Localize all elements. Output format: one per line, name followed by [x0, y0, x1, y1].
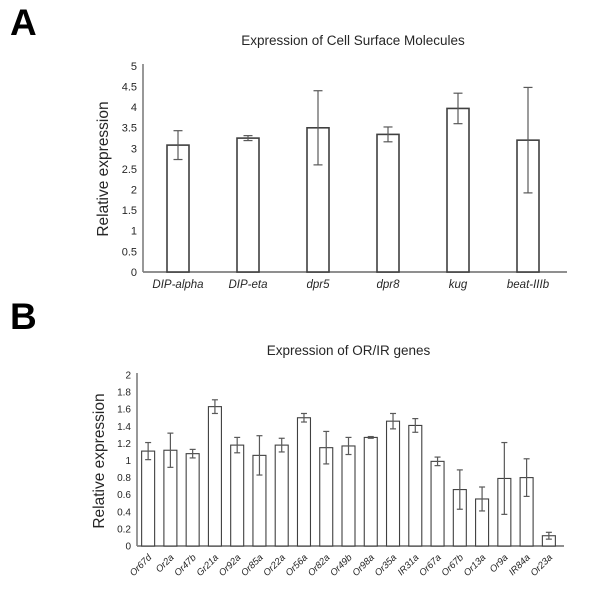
bar	[237, 138, 259, 272]
y-tick-label: 1	[125, 456, 131, 467]
category-label: Or35a	[372, 552, 400, 579]
y-tick-label: 0.2	[117, 524, 131, 536]
y-tick-label: 2	[125, 370, 131, 382]
category-label: Or23a	[528, 552, 555, 579]
category-label: Or92a	[216, 552, 244, 579]
category-label: Or67b	[439, 552, 466, 579]
category-label: IR31a	[395, 552, 422, 579]
category-label: Or9a	[487, 552, 511, 576]
panel-b-label: B	[10, 296, 37, 337]
bar	[342, 446, 355, 546]
y-tick-label: 1	[130, 225, 137, 238]
bar	[231, 445, 244, 546]
bar	[297, 418, 310, 546]
bars	[142, 407, 556, 546]
bar	[409, 425, 422, 546]
bars	[167, 108, 539, 272]
y-tick-label: 4	[130, 102, 137, 115]
category-label: DIP-eta	[228, 279, 268, 291]
y-tick-label: 0	[125, 541, 131, 553]
y-tick-label: 2.5	[121, 163, 137, 176]
y-tick-label: 3.5	[121, 122, 137, 135]
category-label: Or2a	[153, 552, 177, 576]
chart-a	[122, 61, 567, 291]
bar	[142, 451, 155, 546]
category-label: Gr21a	[194, 552, 222, 579]
chart-b-y-axis-label: Relative expression	[91, 393, 108, 529]
y-tick-label: 1.4	[117, 421, 131, 433]
category-label: dpr8	[376, 279, 400, 291]
category-label: dpr5	[306, 279, 330, 291]
panel-a-label: A	[10, 2, 37, 43]
y-tick-label: 4.5	[121, 81, 137, 94]
category-label: Or49b	[328, 552, 355, 579]
bar	[275, 445, 288, 546]
category-label: Or56a	[283, 552, 311, 579]
bar	[167, 145, 189, 272]
bar	[431, 461, 444, 546]
chart-a-title: Expression of Cell Surface Molecules	[241, 33, 465, 48]
chart-a-y-axis-label: Relative expression	[95, 101, 112, 237]
x-axis-category-labels	[128, 552, 555, 579]
category-label: Or47b	[172, 552, 199, 579]
bar	[447, 108, 469, 272]
bar	[208, 407, 221, 546]
category-label: Or82a	[305, 552, 333, 579]
category-label: Or85a	[239, 552, 266, 579]
y-tick-label: 1.5	[121, 205, 137, 218]
category-label: Or67a	[417, 552, 444, 579]
bar	[364, 437, 377, 546]
bar	[387, 421, 400, 546]
y-tick-label: 0.6	[117, 490, 131, 502]
category-label: Or22a	[261, 552, 288, 579]
chart-b-title: Expression of OR/IR genes	[266, 343, 431, 358]
category-label: DIP-alpha	[152, 279, 204, 291]
category-label: beat-IIIb	[506, 279, 550, 291]
category-label: Or13a	[461, 552, 489, 579]
y-tick-label: 1.8	[117, 387, 131, 399]
y-tick-label: 1.6	[117, 404, 131, 416]
category-label: kug	[448, 279, 468, 291]
bar	[186, 454, 199, 546]
y-tick-label: 0.5	[121, 246, 137, 259]
category-label: IR84a	[507, 552, 533, 579]
bar	[377, 134, 399, 272]
y-tick-label: 0.4	[117, 507, 131, 519]
y-axis-tick-labels	[122, 61, 137, 279]
category-label: Or98a	[350, 552, 377, 579]
y-tick-label: 3	[130, 143, 137, 156]
category-label: Or67d	[127, 552, 155, 579]
y-tick-label: 5	[130, 60, 137, 73]
y-tick-label: 0.8	[117, 473, 131, 485]
x-axis-category-labels	[152, 279, 549, 291]
error-bars	[174, 87, 533, 192]
y-axis-tick-labels	[117, 371, 131, 553]
chart-b	[117, 371, 564, 579]
y-tick-label: 0	[130, 266, 137, 279]
y-tick-label: 2	[130, 184, 137, 197]
y-tick-label: 1.2	[117, 438, 131, 450]
